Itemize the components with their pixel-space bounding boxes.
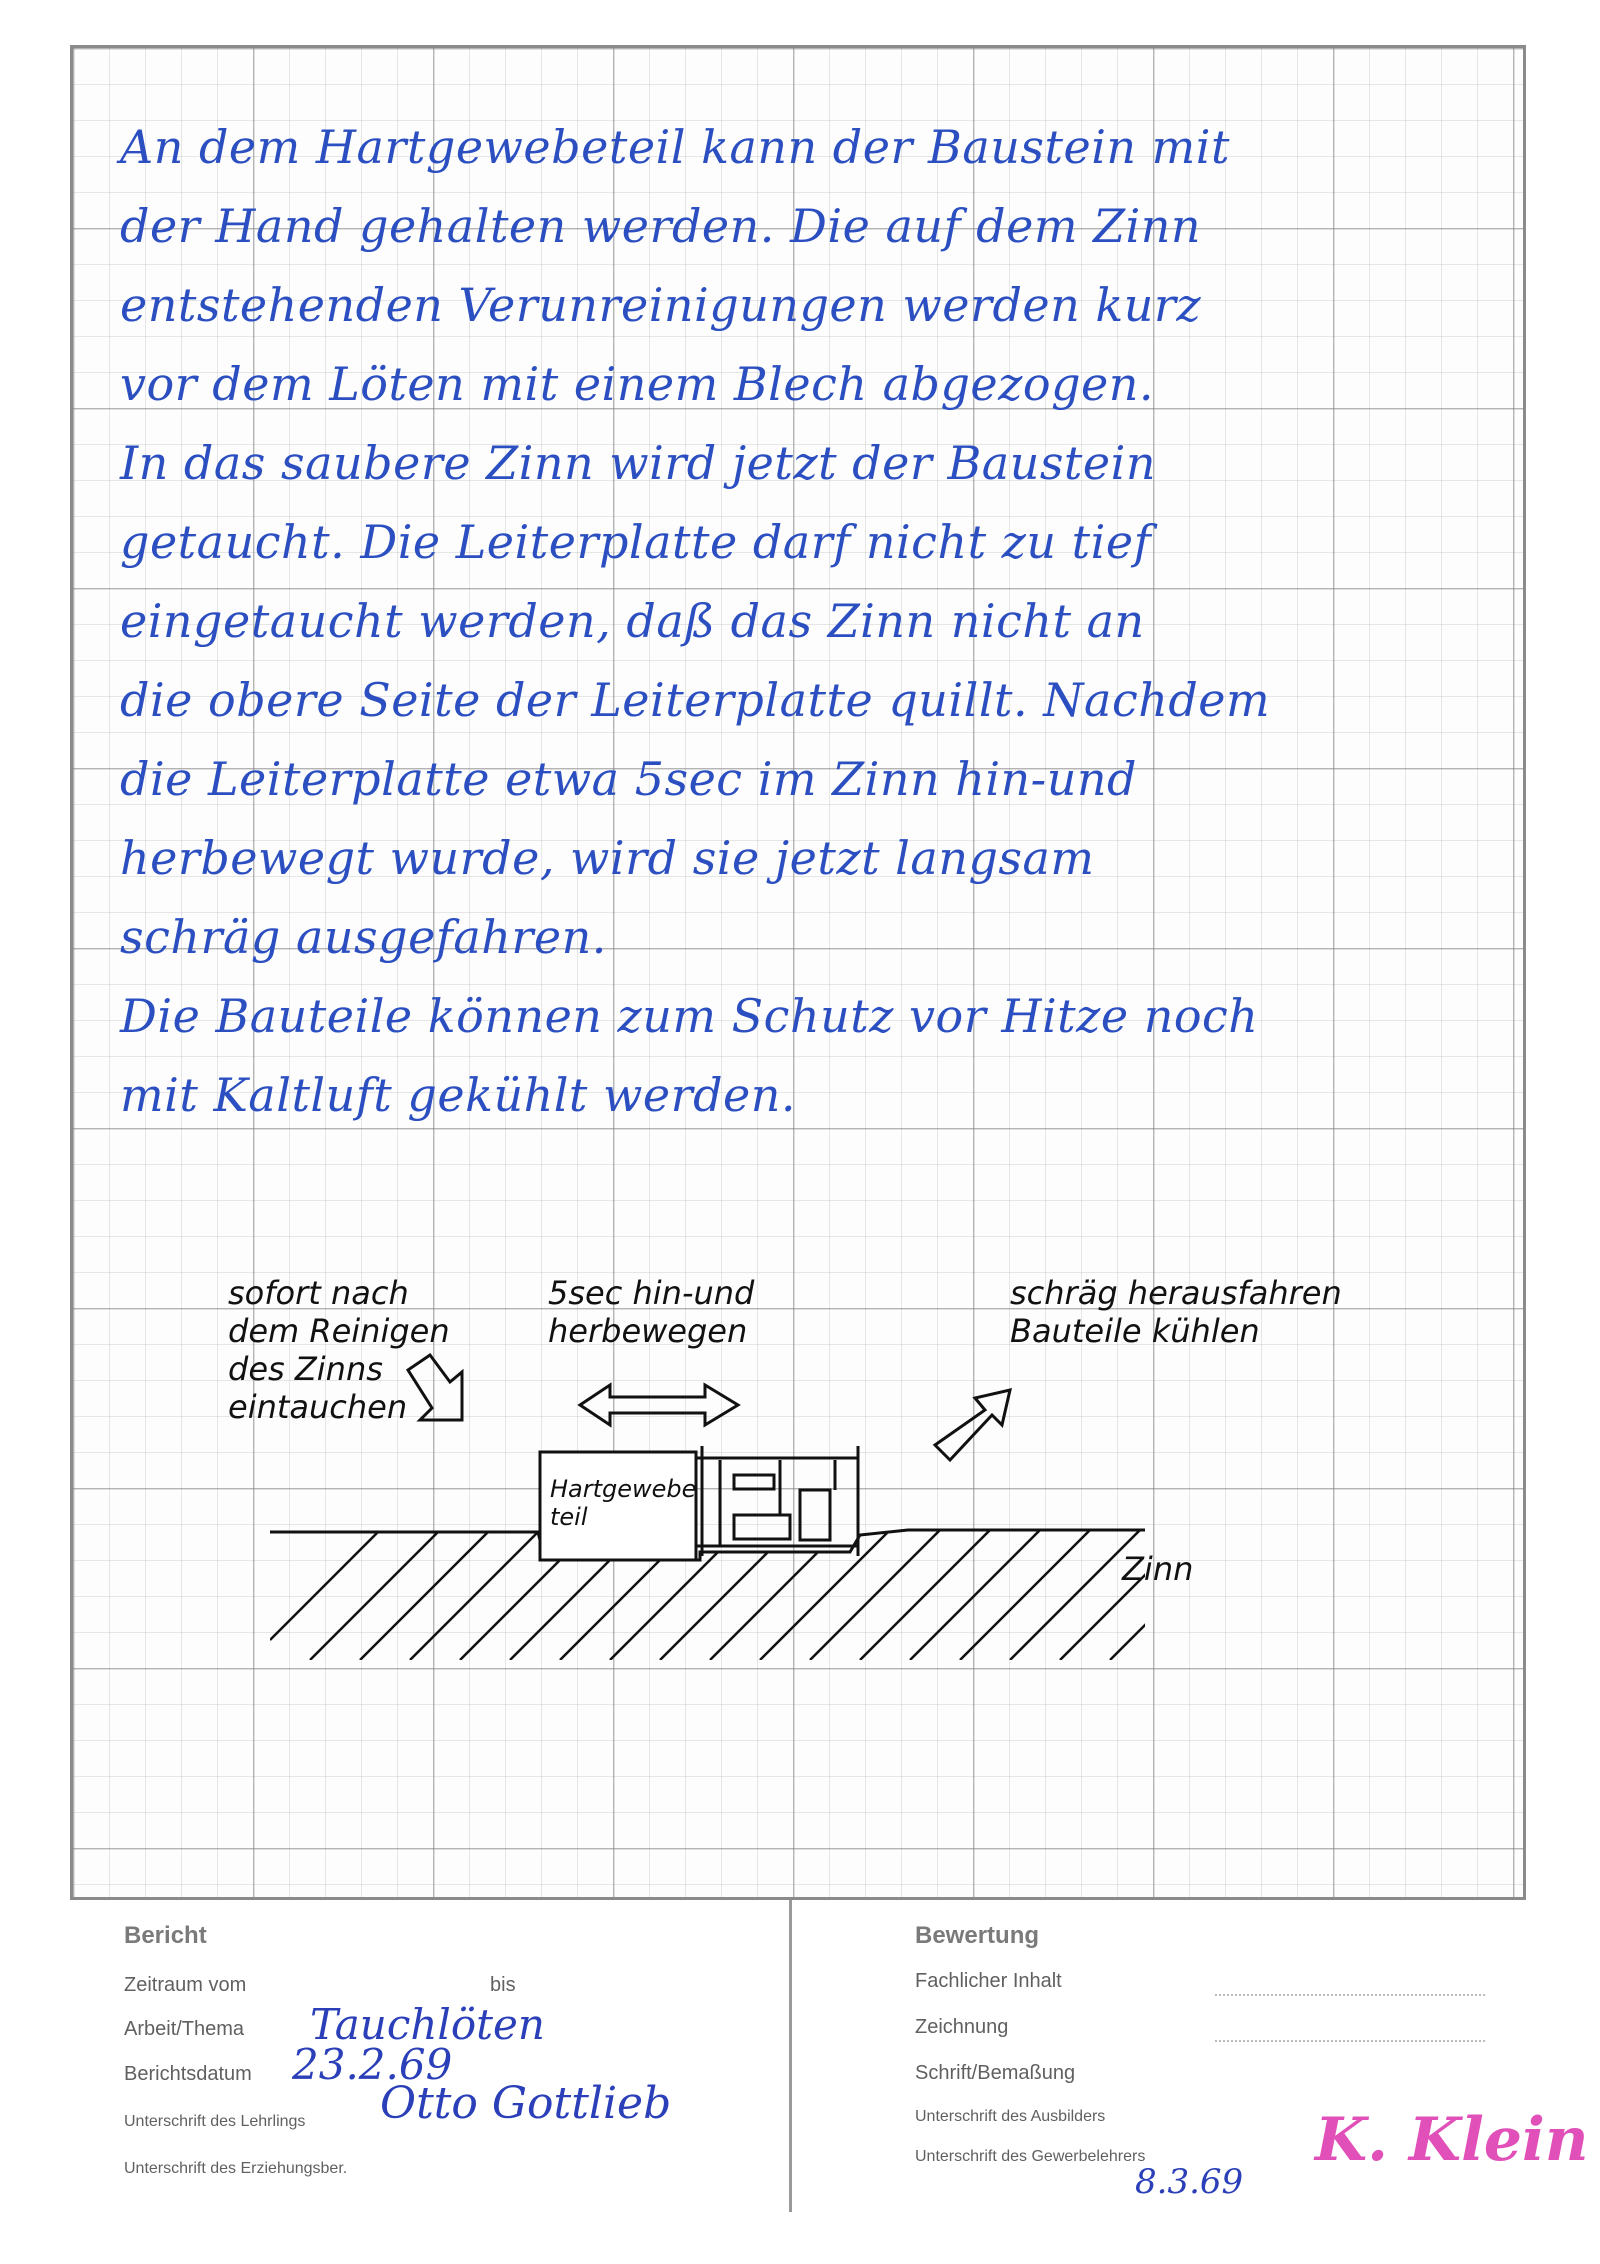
topic-label: Arbeit/Thema [124, 2018, 245, 2040]
label-dip [228, 1274, 450, 1426]
writing-label: Schrift/Bemaßung [915, 2062, 1076, 2084]
text-line: herbewegt wurde, wird sie jetzt langsam [120, 831, 1095, 885]
content-label: Fachlicher Inhalt [915, 1970, 1062, 1992]
evaluation-title: Bewertung [915, 1922, 1040, 1949]
text-line: mit Kaltluft gekühlt werden. [120, 1068, 797, 1122]
label-line: teil [550, 1503, 588, 1531]
label-part [550, 1475, 696, 1531]
text-line: schräg ausgefahren. [120, 910, 607, 964]
text-line: Die Bauteile können zum Schutz vor Hitze noch [120, 989, 1259, 1043]
date-value: 23.2.69 [292, 2040, 453, 2089]
teacher-signature-label: Unterschrift des Gewerbelehrers [915, 2148, 1146, 2165]
text-line: In das saubere Zinn wird jetzt der Baustein [120, 436, 1156, 490]
label-tin: Zinn [1122, 1550, 1194, 1588]
label-line: schräg herausfahren [1010, 1274, 1342, 1312]
text-line: getaucht. Die Leiterplatte darf nicht zu tief [120, 515, 1152, 569]
double-arrow-icon [580, 1385, 738, 1425]
teacher-signature: K. Klein [1315, 2105, 1589, 2175]
text-line: die Leiterplatte etwa 5sec im Zinn hin-und [120, 752, 1137, 806]
label-line: 5sec hin-und [548, 1274, 755, 1312]
apprentice-signature-label: Unterschrift des Lehrlings [124, 2113, 306, 2130]
text-line: An dem Hartgewebeteil kann der Baustein mit [120, 120, 1230, 174]
drawing-dots [1215, 2040, 1485, 2042]
text-line: vor dem Löten mit einem Blech abgezogen. [120, 357, 1154, 411]
label-line: des Zinns [228, 1350, 383, 1388]
text-line: die obere Seite der Leiterplatte quillt. Nachdem [120, 673, 1271, 727]
evaluation-date: 8.3.69 [1135, 2162, 1244, 2202]
report-title: Bericht [124, 1922, 207, 1949]
period-label: Zeitraum vom [124, 1974, 247, 1996]
text-line: der Hand gehalten werden. Die auf dem Zinn [120, 199, 1201, 253]
report-form [70, 1897, 1589, 2215]
circuit-board [696, 1446, 858, 1556]
drawing-label: Zeichnung [915, 2016, 1009, 2038]
label-line: Bauteile kühlen [1010, 1312, 1260, 1350]
report-panel [70, 1900, 792, 2212]
guardian-signature-label: Unterschrift des Erziehungsber. [124, 2160, 348, 2177]
content-dots [1215, 1994, 1485, 1996]
label-line: herbewegen [548, 1312, 748, 1350]
period-to-label: bis [490, 1974, 516, 1996]
text-line: entstehenden Verunreinigungen werden kurz [120, 278, 1202, 332]
label-move [548, 1274, 754, 1350]
label-line: Hartgewebe [550, 1475, 697, 1503]
evaluation-panel [795, 1900, 1589, 2212]
apprentice-signature: Otto Gottlieb [380, 2078, 672, 2129]
label-exit [1010, 1274, 1342, 1350]
topic-value: Tauchlöten [310, 2000, 545, 2049]
instructor-signature-label: Unterschrift des Ausbilders [915, 2108, 1106, 2125]
exit-arrow-icon [935, 1390, 1010, 1460]
label-line: dem Reinigen [228, 1312, 450, 1350]
label-line: sofort nach [228, 1274, 409, 1312]
text-line: eingetaucht werden, daß das Zinn nicht an [120, 594, 1145, 648]
label-line: eintauchen [228, 1388, 408, 1426]
date-label: Berichtsdatum [124, 2063, 252, 2085]
